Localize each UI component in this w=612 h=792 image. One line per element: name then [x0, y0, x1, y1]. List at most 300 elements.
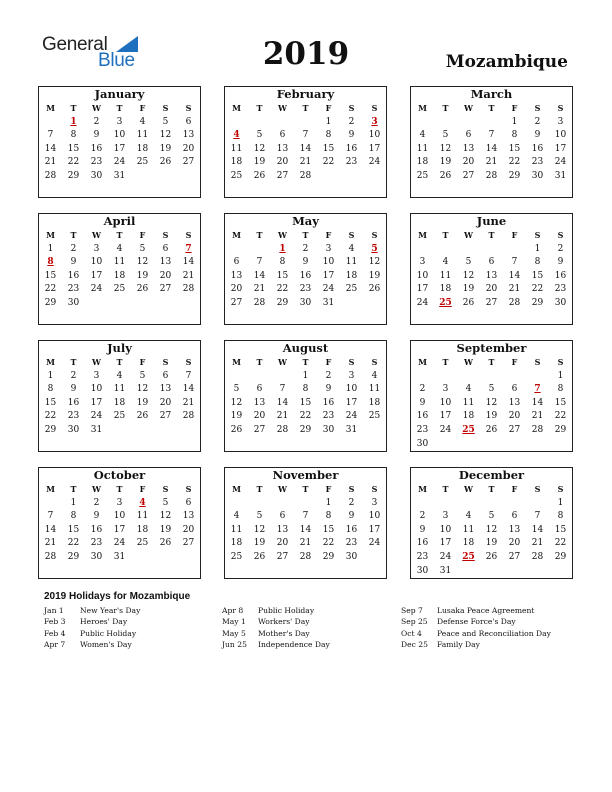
day-grid	[411, 356, 572, 451]
weekday-label: S	[557, 357, 564, 367]
day: 5	[139, 370, 146, 381]
day: 2	[534, 116, 541, 127]
day: 29	[554, 551, 567, 562]
day: 24	[416, 297, 429, 308]
day: 16	[531, 143, 544, 154]
week-row	[411, 170, 572, 184]
day: 23	[299, 284, 312, 295]
day: 27	[485, 297, 498, 308]
day: 6	[465, 130, 472, 141]
day: 24	[90, 411, 103, 422]
day: 25	[136, 157, 149, 168]
empty-day	[108, 424, 131, 438]
weekday-label: T	[302, 357, 309, 367]
day: 13	[182, 130, 195, 141]
day: 30	[67, 297, 80, 308]
day-grid	[39, 229, 200, 311]
day: 26	[253, 551, 266, 562]
day: 26	[253, 170, 266, 181]
weekday-label: W	[92, 103, 101, 113]
day: 27	[182, 157, 195, 168]
day: 26	[159, 157, 172, 168]
day: 27	[253, 424, 266, 435]
weekday-label: T	[116, 230, 123, 240]
day: 22	[554, 538, 567, 549]
weekday-header	[39, 483, 200, 497]
week-row	[39, 270, 200, 284]
empty-day	[271, 497, 294, 511]
day: 16	[90, 524, 103, 535]
empty-day	[177, 424, 200, 438]
day: 27	[508, 424, 521, 435]
empty-day	[225, 116, 248, 130]
day: 29	[322, 551, 335, 562]
week-row	[225, 129, 386, 143]
day: 28	[531, 551, 544, 562]
week-row	[39, 524, 200, 538]
logo-text-blue: Blue	[98, 50, 135, 71]
day: 19	[136, 270, 149, 281]
day: 26	[159, 538, 172, 549]
weekday-label: T	[256, 484, 263, 494]
week-row	[225, 497, 386, 511]
day: 3	[325, 243, 332, 254]
day: 19	[462, 284, 475, 295]
day: 22	[508, 157, 521, 168]
day: 27	[182, 538, 195, 549]
day: 3	[442, 384, 449, 395]
empty-day	[363, 551, 386, 565]
day: 8	[70, 130, 77, 141]
day: 4	[116, 370, 123, 381]
day: 19	[368, 270, 381, 281]
day: 22	[322, 157, 335, 168]
day: 20	[159, 270, 172, 281]
month-name: July	[107, 341, 132, 355]
weekday-label: W	[92, 230, 101, 240]
weekday-label: W	[278, 103, 287, 113]
day: 30	[416, 565, 429, 576]
day: 5	[256, 130, 263, 141]
day: 25	[230, 551, 243, 562]
day: 10	[90, 384, 103, 395]
day: 11	[345, 257, 358, 268]
day: 3	[93, 243, 100, 254]
day: 3	[116, 116, 123, 127]
day: 27	[508, 551, 521, 562]
day: 27	[159, 411, 172, 422]
empty-day	[411, 116, 434, 130]
day: 8	[534, 257, 541, 268]
weekday-label: T	[488, 230, 495, 240]
day: 5	[488, 384, 495, 395]
day: 4	[116, 243, 123, 254]
holiday-item	[44, 629, 224, 640]
day: 25	[368, 411, 381, 422]
weekday-label: T	[70, 484, 77, 494]
weekday-label: T	[116, 484, 123, 494]
week-row	[39, 297, 200, 311]
day: 23	[67, 411, 80, 422]
day: 23	[416, 424, 429, 435]
holiday-day: 25	[462, 424, 475, 435]
holiday-day: 3	[371, 116, 378, 127]
holiday-item	[222, 617, 402, 628]
day: 12	[136, 384, 149, 395]
day: 14	[508, 270, 521, 281]
day: 2	[70, 370, 77, 381]
day: 9	[93, 511, 100, 522]
holiday-name: Peace and Reconciliation Day	[437, 628, 551, 638]
day: 9	[557, 257, 564, 268]
empty-day	[434, 370, 457, 384]
month-name: June	[476, 214, 507, 228]
weekday-label: M	[232, 103, 241, 113]
week-row	[225, 551, 386, 565]
day: 2	[302, 243, 309, 254]
empty-day	[457, 370, 480, 384]
holiday-name: Lusaka Peace Agreement	[437, 606, 535, 615]
day: 6	[185, 497, 192, 508]
week-row	[411, 424, 572, 438]
day: 26	[439, 170, 452, 181]
empty-day	[457, 438, 480, 452]
empty-day	[363, 297, 386, 311]
holiday-day: 5	[371, 243, 378, 254]
week-row	[411, 524, 572, 538]
day: 2	[325, 370, 332, 381]
day: 13	[508, 524, 521, 535]
day: 15	[44, 397, 57, 408]
week-row	[411, 397, 572, 411]
day: 24	[113, 157, 126, 168]
day: 4	[348, 243, 355, 254]
day: 18	[368, 397, 381, 408]
day: 29	[44, 297, 57, 308]
day-grid	[39, 356, 200, 438]
holiday-date: Apr 7	[44, 639, 66, 649]
day: 20	[159, 397, 172, 408]
day-grid	[225, 483, 386, 565]
day: 15	[67, 524, 80, 535]
day: 22	[554, 411, 567, 422]
day: 9	[419, 397, 426, 408]
day: 15	[67, 143, 80, 154]
day: 14	[182, 384, 195, 395]
day: 21	[44, 157, 57, 168]
day: 11	[230, 524, 243, 535]
weekday-label: F	[511, 230, 518, 240]
day: 1	[325, 497, 332, 508]
month-november	[224, 467, 387, 579]
day: 26	[462, 297, 475, 308]
day: 28	[299, 170, 312, 181]
day: 24	[368, 157, 381, 168]
day: 15	[554, 524, 567, 535]
day: 16	[322, 397, 335, 408]
day: 10	[113, 130, 126, 141]
day: 5	[162, 116, 169, 127]
day: 20	[230, 284, 243, 295]
empty-day	[503, 370, 526, 384]
holiday-item	[222, 640, 402, 651]
weekday-label: M	[418, 484, 427, 494]
day: 11	[113, 384, 126, 395]
week-row	[225, 256, 386, 270]
week-row	[39, 383, 200, 397]
day: 14	[299, 143, 312, 154]
day: 9	[93, 130, 100, 141]
day: 19	[136, 397, 149, 408]
day: 7	[511, 257, 518, 268]
week-row	[225, 243, 386, 257]
day: 24	[439, 424, 452, 435]
weekday-label: M	[232, 484, 241, 494]
day: 8	[511, 130, 518, 141]
weekday-label: T	[488, 103, 495, 113]
weekday-label: T	[488, 484, 495, 494]
day: 15	[322, 143, 335, 154]
day: 29	[67, 170, 80, 181]
weekday-label: F	[325, 357, 332, 367]
day-grid	[225, 102, 386, 184]
day: 9	[70, 257, 77, 268]
day: 14	[276, 397, 289, 408]
empty-day	[526, 565, 549, 579]
weekday-header	[39, 356, 200, 370]
month-april	[38, 213, 201, 325]
day: 31	[113, 170, 126, 181]
weekday-label: S	[371, 230, 378, 240]
holiday-item	[401, 606, 581, 617]
day: 17	[90, 270, 103, 281]
day: 6	[488, 257, 495, 268]
empty-day	[549, 438, 572, 452]
weekday-label: S	[185, 484, 192, 494]
holiday-day: 1	[70, 116, 77, 127]
holiday-name: Defense Force's Day	[437, 617, 516, 627]
day: 30	[531, 170, 544, 181]
week-row	[39, 397, 200, 411]
day: 5	[442, 130, 449, 141]
empty-day	[225, 497, 248, 511]
month-name: March	[470, 87, 513, 101]
day: 7	[47, 130, 54, 141]
week-row	[411, 156, 572, 170]
day: 15	[508, 143, 521, 154]
month-february	[224, 86, 387, 198]
day: 29	[531, 297, 544, 308]
week-row	[411, 143, 572, 157]
weekday-label: W	[278, 357, 287, 367]
empty-day	[340, 170, 363, 184]
month-october	[38, 467, 201, 579]
day-grid	[411, 483, 572, 578]
week-row	[39, 510, 200, 524]
weekday-label: S	[348, 357, 355, 367]
weekday-header	[225, 102, 386, 116]
holiday-name: Mother's Day	[258, 628, 310, 638]
day: 22	[276, 284, 289, 295]
day: 20	[462, 157, 475, 168]
day: 18	[462, 538, 475, 549]
day: 10	[90, 257, 103, 268]
week-row	[411, 129, 572, 143]
day: 7	[47, 511, 54, 522]
day: 24	[439, 551, 452, 562]
day: 22	[67, 157, 80, 168]
month-name: August	[282, 341, 329, 355]
day: 7	[534, 511, 541, 522]
day: 26	[230, 424, 243, 435]
holidays-title: 2019 Holidays for Mozambique	[44, 591, 191, 602]
day: 30	[416, 438, 429, 449]
holiday-item	[401, 629, 581, 640]
day: 12	[136, 257, 149, 268]
week-row	[39, 129, 200, 143]
day: 13	[485, 270, 498, 281]
holiday-name: Independence Day	[258, 639, 330, 649]
day: 31	[439, 565, 452, 576]
empty-day	[39, 116, 62, 130]
day: 15	[531, 270, 544, 281]
day: 10	[368, 130, 381, 141]
day: 1	[47, 243, 54, 254]
day: 22	[44, 411, 57, 422]
day: 1	[557, 497, 564, 508]
weekday-label: F	[139, 484, 146, 494]
day: 17	[322, 270, 335, 281]
weekday-label: T	[442, 230, 449, 240]
day-grid	[225, 229, 386, 311]
day: 18	[416, 157, 429, 168]
day: 1	[557, 370, 564, 381]
day: 22	[299, 411, 312, 422]
empty-day	[434, 116, 457, 130]
day: 15	[299, 397, 312, 408]
week-row	[411, 370, 572, 384]
week-row	[411, 270, 572, 284]
empty-day	[503, 438, 526, 452]
weekday-header	[225, 483, 386, 497]
weekday-label: S	[162, 103, 169, 113]
holiday-day: 25	[462, 551, 475, 562]
day: 20	[508, 411, 521, 422]
day: 1	[325, 116, 332, 127]
day: 10	[416, 270, 429, 281]
day: 24	[90, 284, 103, 295]
empty-day	[480, 438, 503, 452]
weekday-label: W	[92, 357, 101, 367]
weekday-label: S	[534, 103, 541, 113]
empty-day	[457, 116, 480, 130]
weekday-label: S	[185, 230, 192, 240]
day: 29	[508, 170, 521, 181]
empty-day	[434, 243, 457, 257]
weekday-label: S	[348, 230, 355, 240]
day: 13	[159, 257, 172, 268]
week-row	[411, 565, 572, 579]
weekday-label: M	[232, 230, 241, 240]
day: 18	[230, 538, 243, 549]
day: 9	[419, 524, 426, 535]
weekday-label: W	[278, 230, 287, 240]
day: 11	[462, 524, 475, 535]
day: 11	[439, 270, 452, 281]
empty-day	[177, 551, 200, 565]
day: 21	[508, 284, 521, 295]
day: 24	[113, 538, 126, 549]
day: 18	[136, 143, 149, 154]
week-row	[39, 537, 200, 551]
day: 11	[368, 384, 381, 395]
day: 16	[416, 411, 429, 422]
week-row	[39, 116, 200, 130]
day: 26	[136, 411, 149, 422]
day: 31	[554, 170, 567, 181]
weekday-label: F	[511, 357, 518, 367]
day: 24	[554, 157, 567, 168]
day: 17	[439, 411, 452, 422]
weekday-label: S	[348, 484, 355, 494]
day: 30	[90, 170, 103, 181]
day: 6	[511, 511, 518, 522]
day: 5	[488, 511, 495, 522]
day: 17	[368, 143, 381, 154]
weekday-label: T	[302, 484, 309, 494]
empty-day	[248, 497, 271, 511]
holiday-column	[222, 606, 402, 651]
weekday-label: S	[534, 484, 541, 494]
day: 27	[230, 297, 243, 308]
day: 11	[230, 143, 243, 154]
day: 18	[136, 524, 149, 535]
day: 28	[299, 551, 312, 562]
empty-day	[434, 438, 457, 452]
day: 12	[462, 270, 475, 281]
day: 31	[90, 424, 103, 435]
month-name: January	[94, 87, 145, 101]
weekday-label: F	[139, 230, 146, 240]
week-row	[225, 143, 386, 157]
day: 12	[230, 397, 243, 408]
day: 12	[253, 524, 266, 535]
weekday-label: M	[46, 103, 55, 113]
day: 21	[531, 538, 544, 549]
empty-day	[154, 170, 177, 184]
weekday-label: T	[70, 103, 77, 113]
weekday-header	[225, 356, 386, 370]
day: 28	[531, 424, 544, 435]
day: 13	[508, 397, 521, 408]
day: 13	[253, 397, 266, 408]
day-grid	[225, 356, 386, 438]
week-row	[39, 256, 200, 270]
empty-day	[177, 170, 200, 184]
holiday-name: Women's Day	[80, 639, 132, 649]
empty-day	[549, 565, 572, 579]
day: 16	[299, 270, 312, 281]
day: 9	[325, 384, 332, 395]
week-row	[39, 283, 200, 297]
month-name: February	[276, 87, 335, 101]
day: 20	[253, 411, 266, 422]
weekday-label: T	[488, 357, 495, 367]
holiday-date: Feb 4	[44, 628, 66, 638]
day: 13	[230, 270, 243, 281]
day: 19	[159, 143, 172, 154]
week-row	[39, 497, 200, 511]
